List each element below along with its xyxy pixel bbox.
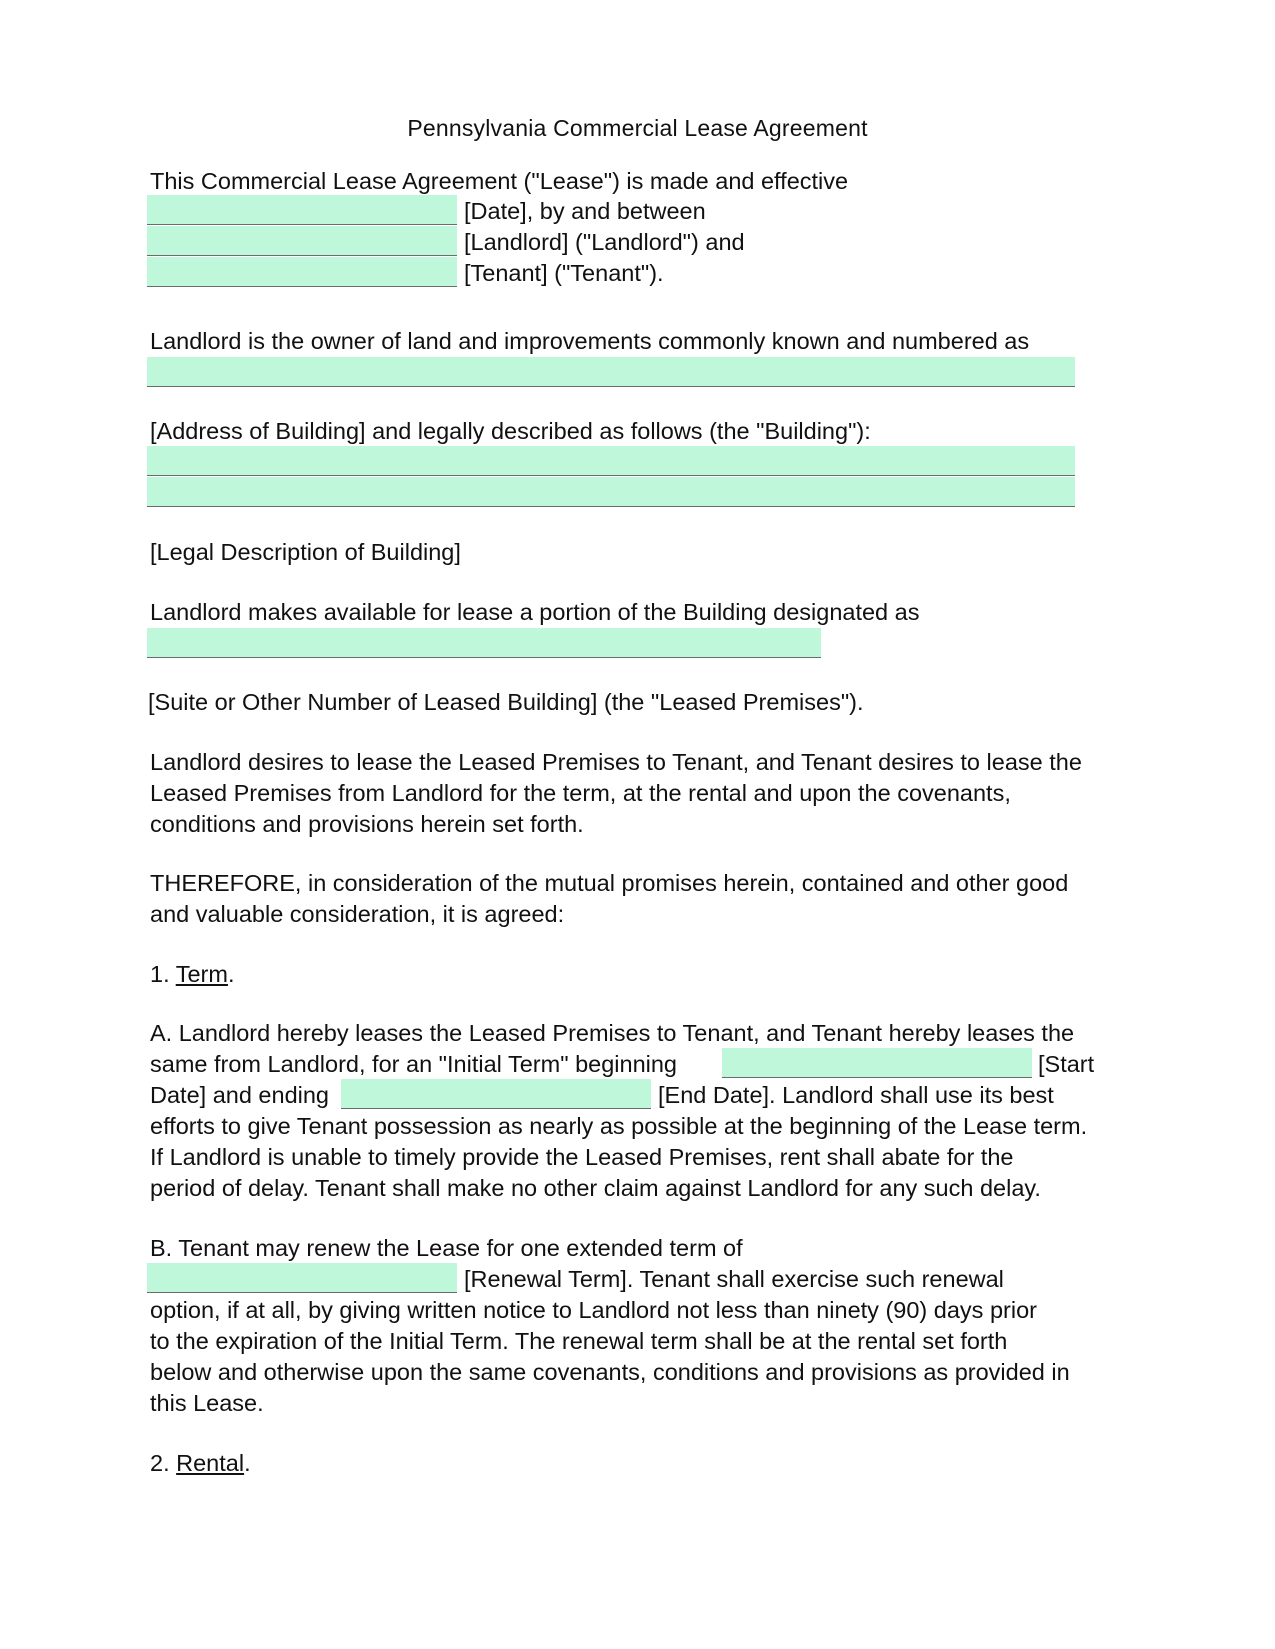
section-1a-line-4: efforts to give Tenant possession as nearly as possible at the beginning of the Lease term. bbox=[150, 1113, 1088, 1139]
portion-paragraph: Landlord makes available for lease a portion of the Building designated as bbox=[150, 599, 920, 625]
section-1b-line-2: [Renewal Term]. Tenant shall exercise such renewal bbox=[464, 1266, 1004, 1292]
owner-paragraph: Landlord is the owner of land and improvements commonly known and numbered as bbox=[150, 328, 1030, 354]
section-1b-line-3: option, if at all, by giving written notice to Landlord not less than ninety (90) days prior bbox=[150, 1297, 1037, 1323]
section-2-title: Rental bbox=[176, 1450, 245, 1476]
date-label: [Date], by and between bbox=[464, 198, 706, 224]
section-1b-line-5: below and otherwise upon the same covenants, conditions and provisions as provided in bbox=[150, 1359, 1070, 1385]
tenant-field[interactable] bbox=[147, 257, 457, 287]
section-1a-line-6: period of delay. Tenant shall make no other claim against Landlord for any such delay. bbox=[150, 1175, 1041, 1201]
section-1a-line-3b: [End Date]. Landlord shall use its best bbox=[658, 1082, 1054, 1108]
section-1a-line-2a: same from Landlord, for an "Initial Term" beginning bbox=[150, 1051, 677, 1077]
date-field[interactable] bbox=[147, 195, 457, 225]
address-paragraph: [Address of Building] and legally described as follows (the "Building"): bbox=[150, 418, 871, 444]
building-address-field[interactable] bbox=[147, 357, 1075, 387]
landlord-field[interactable] bbox=[147, 226, 457, 256]
intro-line: This Commercial Lease Agreement ("Lease") is made and effective bbox=[150, 168, 849, 194]
section-1b-line-4: to the expiration of the Initial Term. The renewal term shall be at the rental set forth bbox=[150, 1328, 1008, 1354]
section-1a-line-5: If Landlord is unable to timely provide the Leased Premises, rent shall abate for the bbox=[150, 1144, 1014, 1170]
legal-description-label: [Legal Description of Building] bbox=[150, 539, 461, 565]
therefore-line-1: THEREFORE, in consideration of the mutual promises herein, contained and other good bbox=[150, 870, 1069, 896]
section-1b-line-1: B. Tenant may renew the Lease for one extended term of bbox=[150, 1235, 743, 1261]
suite-field[interactable] bbox=[147, 628, 821, 658]
end-date-field[interactable] bbox=[341, 1079, 651, 1109]
start-date-field[interactable] bbox=[722, 1048, 1032, 1078]
tenant-label: [Tenant] ("Tenant"). bbox=[464, 260, 664, 286]
desire-line-2: Leased Premises from Landlord for the term, at the rental and upon the covenants, bbox=[150, 780, 1011, 806]
legal-description-field-2[interactable] bbox=[147, 477, 1075, 507]
desire-line-1: Landlord desires to lease the Leased Premises to Tenant, and Tenant desires to lease the bbox=[150, 749, 1082, 775]
section-1-period: . bbox=[227, 961, 235, 987]
section-2-period: . bbox=[244, 1450, 251, 1476]
legal-description-field-1[interactable] bbox=[147, 446, 1075, 476]
suite-paragraph: [Suite or Other Number of Leased Building] (the "Leased Premises"). bbox=[148, 689, 864, 715]
therefore-line-2: and valuable consideration, it is agreed: bbox=[150, 901, 565, 927]
section-2-number: 2. bbox=[150, 1450, 177, 1476]
desire-line-3: conditions and provisions herein set forth. bbox=[150, 811, 584, 837]
section-2-heading bbox=[150, 1448, 251, 1479]
section-1a-line-3a: Date] and ending bbox=[150, 1082, 330, 1108]
section-1-title: Term bbox=[175, 961, 228, 987]
section-1a-line-2b: [Start bbox=[1038, 1051, 1095, 1077]
document-title: Pennsylvania Commercial Lease Agreement bbox=[407, 115, 868, 141]
landlord-label: [Landlord] ("Landlord") and bbox=[464, 229, 745, 255]
section-1b-line-6: this Lease. bbox=[150, 1390, 264, 1416]
section-1-number: 1. bbox=[150, 961, 176, 987]
section-1a-line-1: A. Landlord hereby leases the Leased Premises to Tenant, and Tenant hereby leases the bbox=[150, 1020, 1075, 1046]
section-1-heading bbox=[150, 959, 234, 990]
renewal-term-field[interactable] bbox=[147, 1263, 457, 1293]
